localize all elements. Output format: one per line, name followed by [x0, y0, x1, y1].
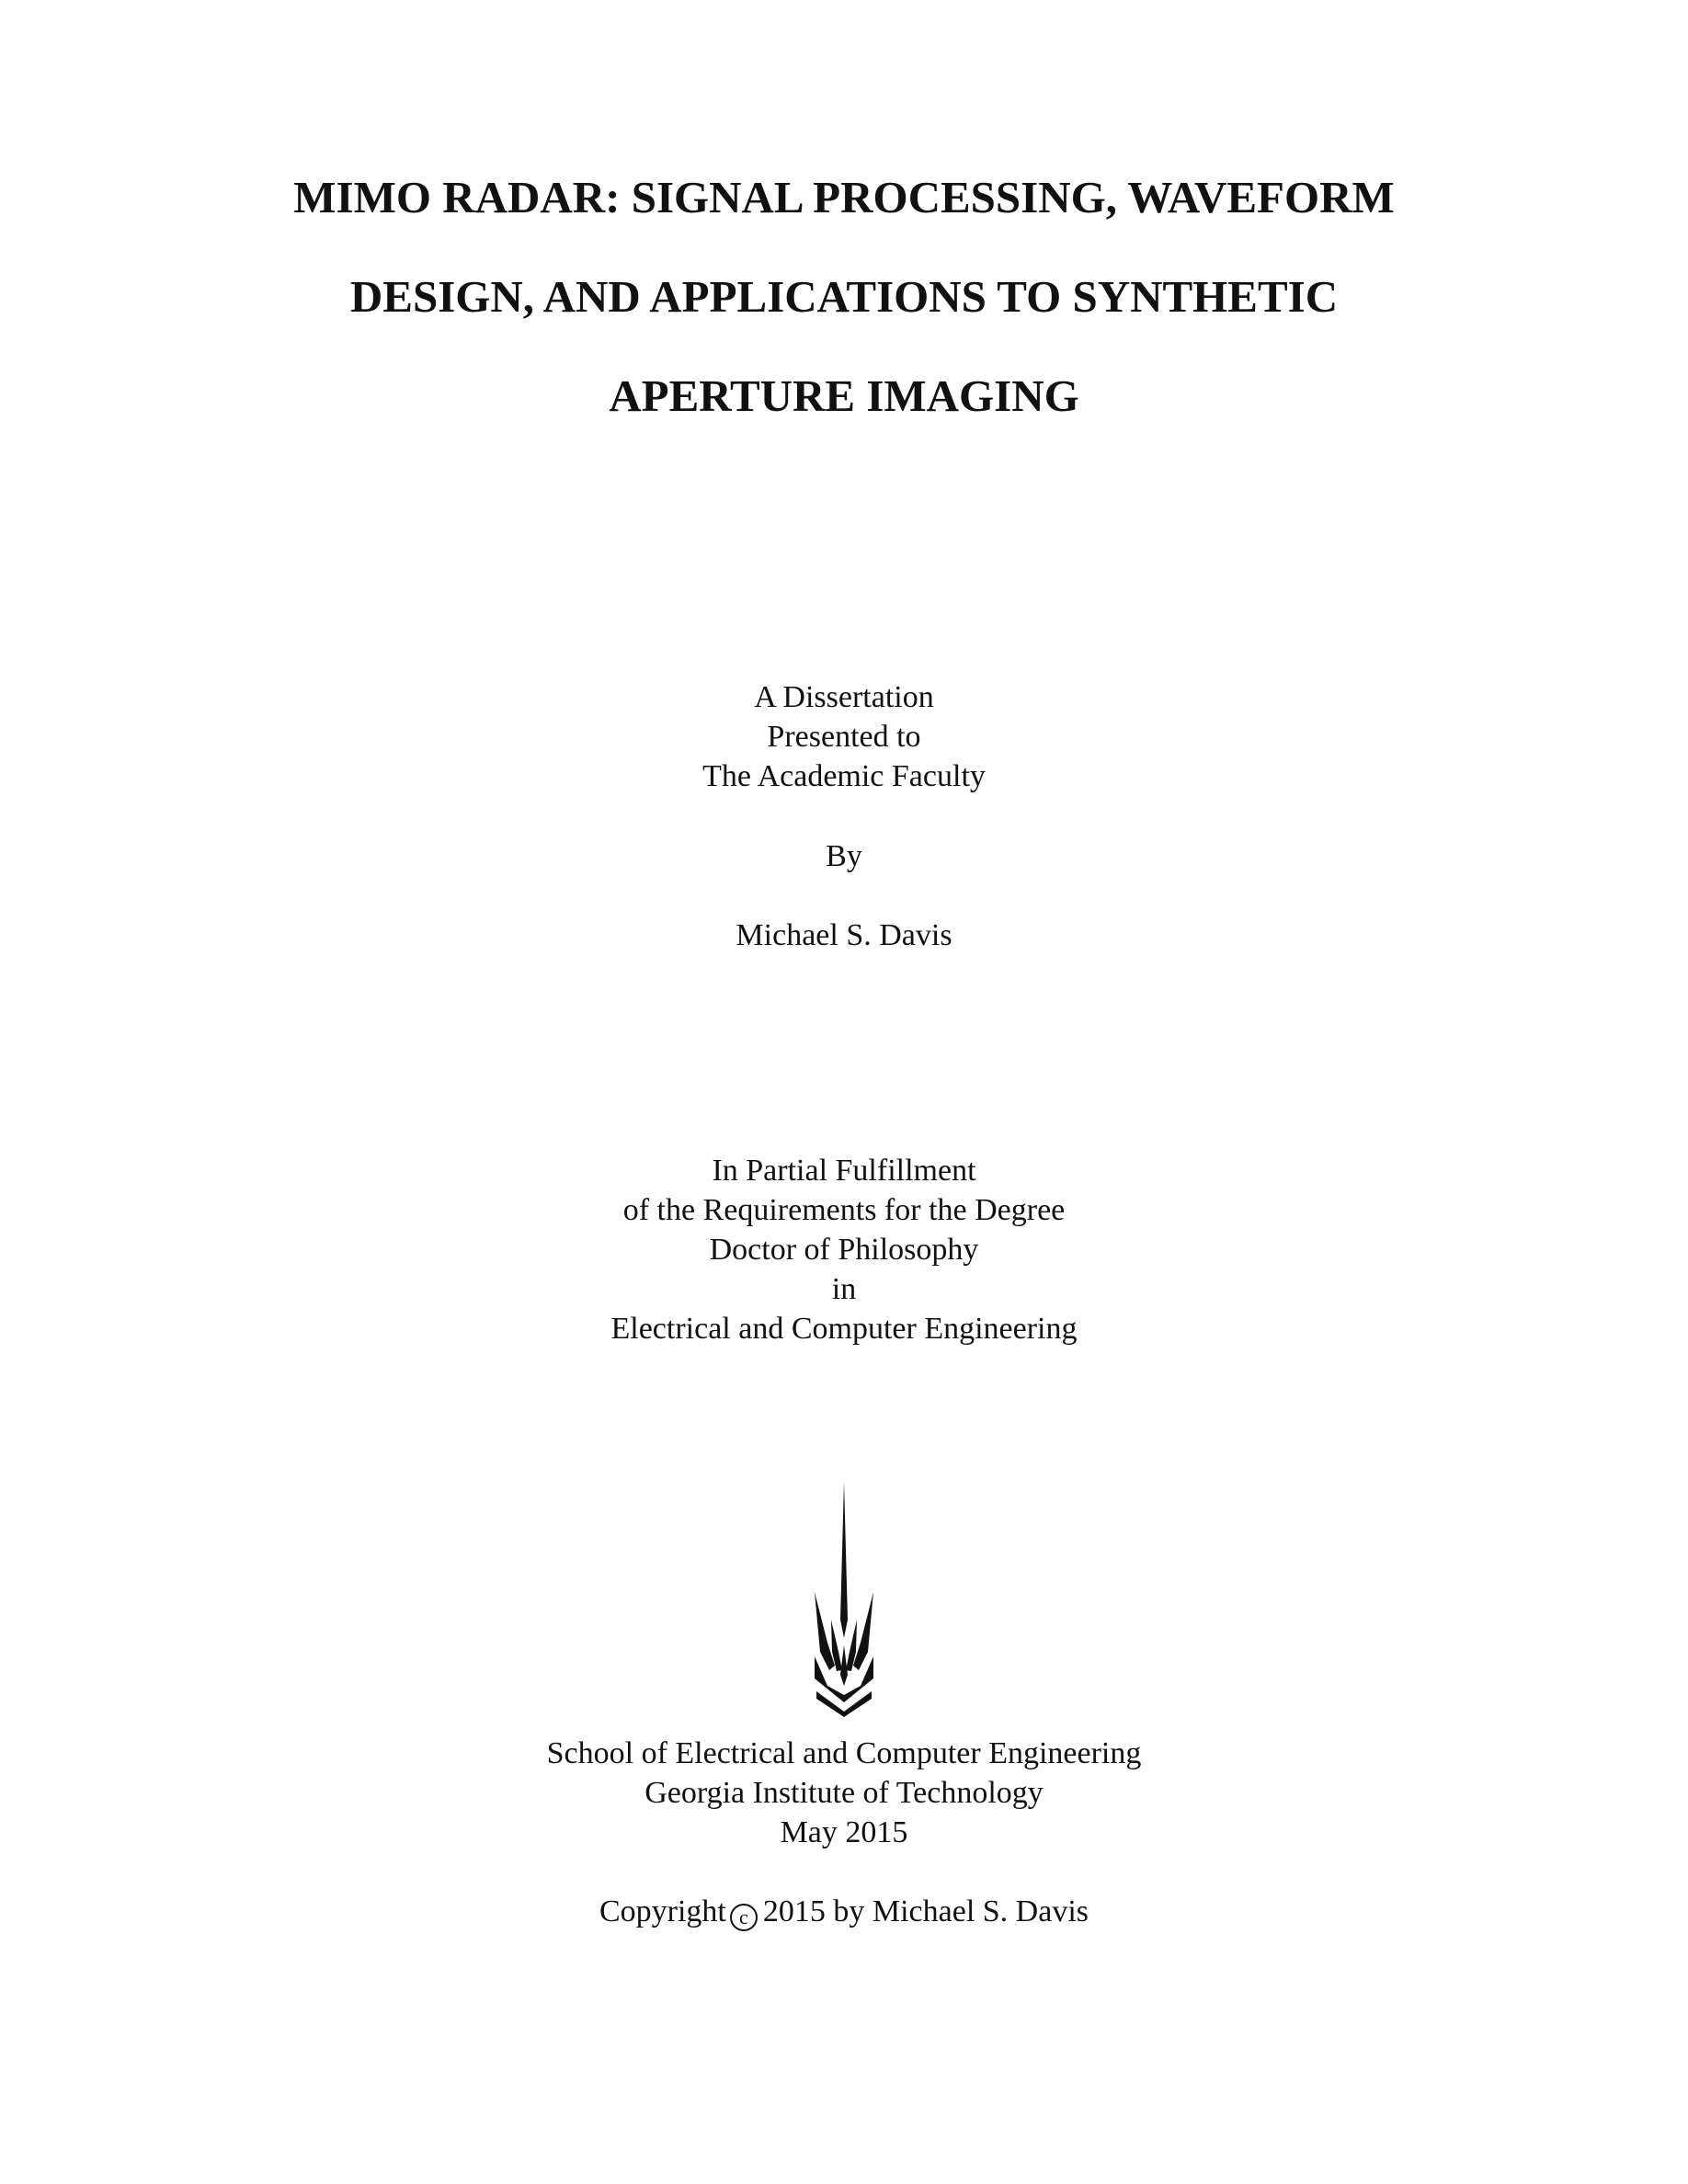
by-text: By: [826, 839, 862, 873]
dissertation-title: [0, 172, 1688, 472]
fulfillment-line-5: Electrical and Computer Engineering: [610, 1312, 1078, 1346]
author-text: Michael S. Davis: [736, 918, 952, 952]
by-label: [0, 836, 1688, 876]
presentation-line-3: The Academic Faculty: [702, 759, 986, 793]
copyright-symbol-icon: c: [730, 1904, 758, 1931]
title-line-1: MIMO RADAR: SIGNAL PROCESSING, WAVEFORM: [293, 172, 1395, 222]
fulfillment-line-3: Doctor of Philosophy: [709, 1233, 979, 1267]
school-name: School of Electrical and Computer Engineering: [546, 1736, 1142, 1770]
university-name: Georgia Institute of Technology: [644, 1776, 1044, 1810]
georgia-tech-spire-logo-icon: [807, 1482, 881, 1717]
title-line-2: DESIGN, AND APPLICATIONS TO SYNTHETIC: [349, 271, 1339, 322]
copyright-text: 2015 by Michael S. Davis: [762, 1894, 1089, 1928]
fulfillment-line-4: in: [831, 1272, 857, 1306]
presentation-statement: [0, 677, 1688, 796]
copyright-prefix: Copyright: [599, 1894, 726, 1928]
copyright-notice: [0, 1892, 1688, 1931]
author-name: [0, 916, 1688, 955]
title-line-3: APERTURE IMAGING: [609, 370, 1079, 421]
presentation-line-1: A Dissertation: [754, 680, 934, 714]
submission-date: May 2015: [780, 1815, 908, 1849]
presentation-line-2: Presented to: [767, 720, 921, 754]
copyright-line: [0, 1892, 1688, 1931]
fulfillment-line-2: of the Requirements for the Degree: [622, 1193, 1066, 1227]
degree-fulfillment: [0, 1151, 1688, 1348]
fulfillment-line-1: In Partial Fulfillment: [712, 1154, 976, 1188]
institution-info: [0, 1734, 1688, 1852]
